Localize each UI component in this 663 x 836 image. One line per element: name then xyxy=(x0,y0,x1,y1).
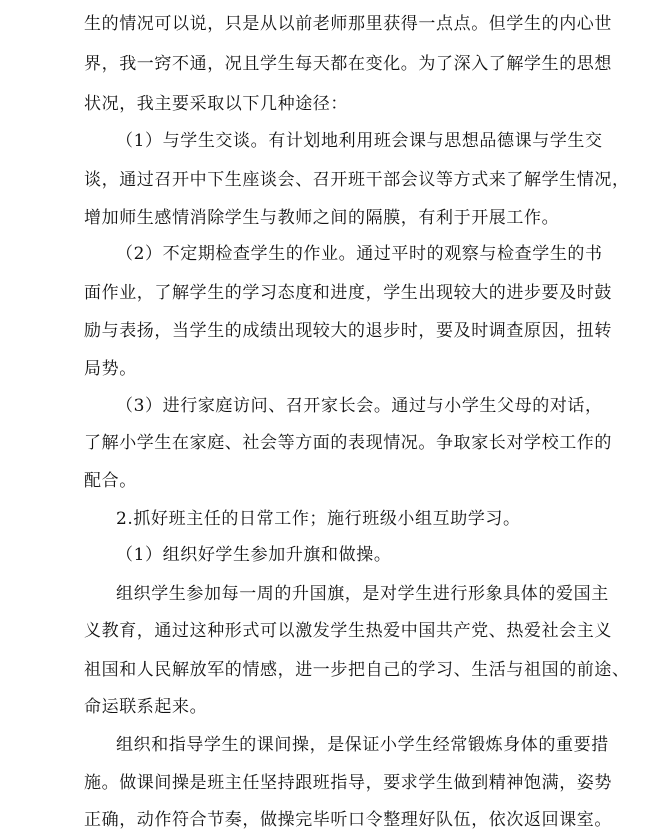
text-line: 组织学生参加每一周的升国旗，是对学生进行形象具体的爱国主 xyxy=(116,584,609,604)
text-line: 配合。 xyxy=(84,471,137,491)
text-line: （1）与学生交谈。有计划地利用班会课与思想品德课与学生交 xyxy=(116,131,603,151)
text-line: （2）不定期检查学生的作业。通过平时的观察与检查学生的书 xyxy=(116,244,603,264)
text-line: 义教育，通过这种形式可以激发学生热爱中国共产党、热爱社会主义 xyxy=(84,621,612,641)
text-line: 了解小学生在家庭、社会等方面的表现情况。争取家长对学校工作的 xyxy=(84,433,612,453)
text-line: 界，我一窍不通，况且学生每天都在变化。为了深入了解学生的思想 xyxy=(84,54,612,74)
text-line: （3）进行家庭访问、召开家长会。通过与小学生父母的对话， xyxy=(116,396,603,416)
text-line: 组织和指导学生的课间操，是保证小学生经常锻炼身体的重要措 xyxy=(116,735,609,755)
text-line: 2.抓好班主任的日常工作；施行班级小组互助学习。 xyxy=(116,509,521,529)
text-line: 施。做课间操是班主任坚持跟班指导，要求学生做到精神饱满，姿势 xyxy=(84,773,612,793)
text-line: 谈，通过召开中下生座谈会、召开班干部会议等方式来了解学生情况， xyxy=(84,170,630,190)
text-line: （1）组织好学生参加升旗和做操。 xyxy=(116,545,392,565)
text-line: 状况，我主要采取以下几种途径： xyxy=(84,94,348,114)
text-line: 祖国和人民解放军的情感，进一步把自己的学习、生活与祖国的前途、 xyxy=(84,660,630,680)
text-line: 生的情况可以说，只是从以前老师那里获得一点点。但学生的内心世 xyxy=(84,14,612,34)
text-line: 命运联系起来。 xyxy=(84,697,208,717)
text-line: 正确，动作符合节奏，做操完毕听口令整理好队伍，依次返回课室。 xyxy=(84,810,612,830)
text-line: 面作业，了解学生的学习态度和进度，学生出现较大的进步要及时鼓 xyxy=(84,283,612,303)
text-line: 励与表扬，当学生的成绩出现较大的退步时，要及时调查原因，扭转 xyxy=(84,321,612,341)
text-line: 局势。 xyxy=(84,359,137,379)
text-line: 增加师生感情消除学生与教师之间的隔膜，有利于开展工作。 xyxy=(84,208,560,228)
